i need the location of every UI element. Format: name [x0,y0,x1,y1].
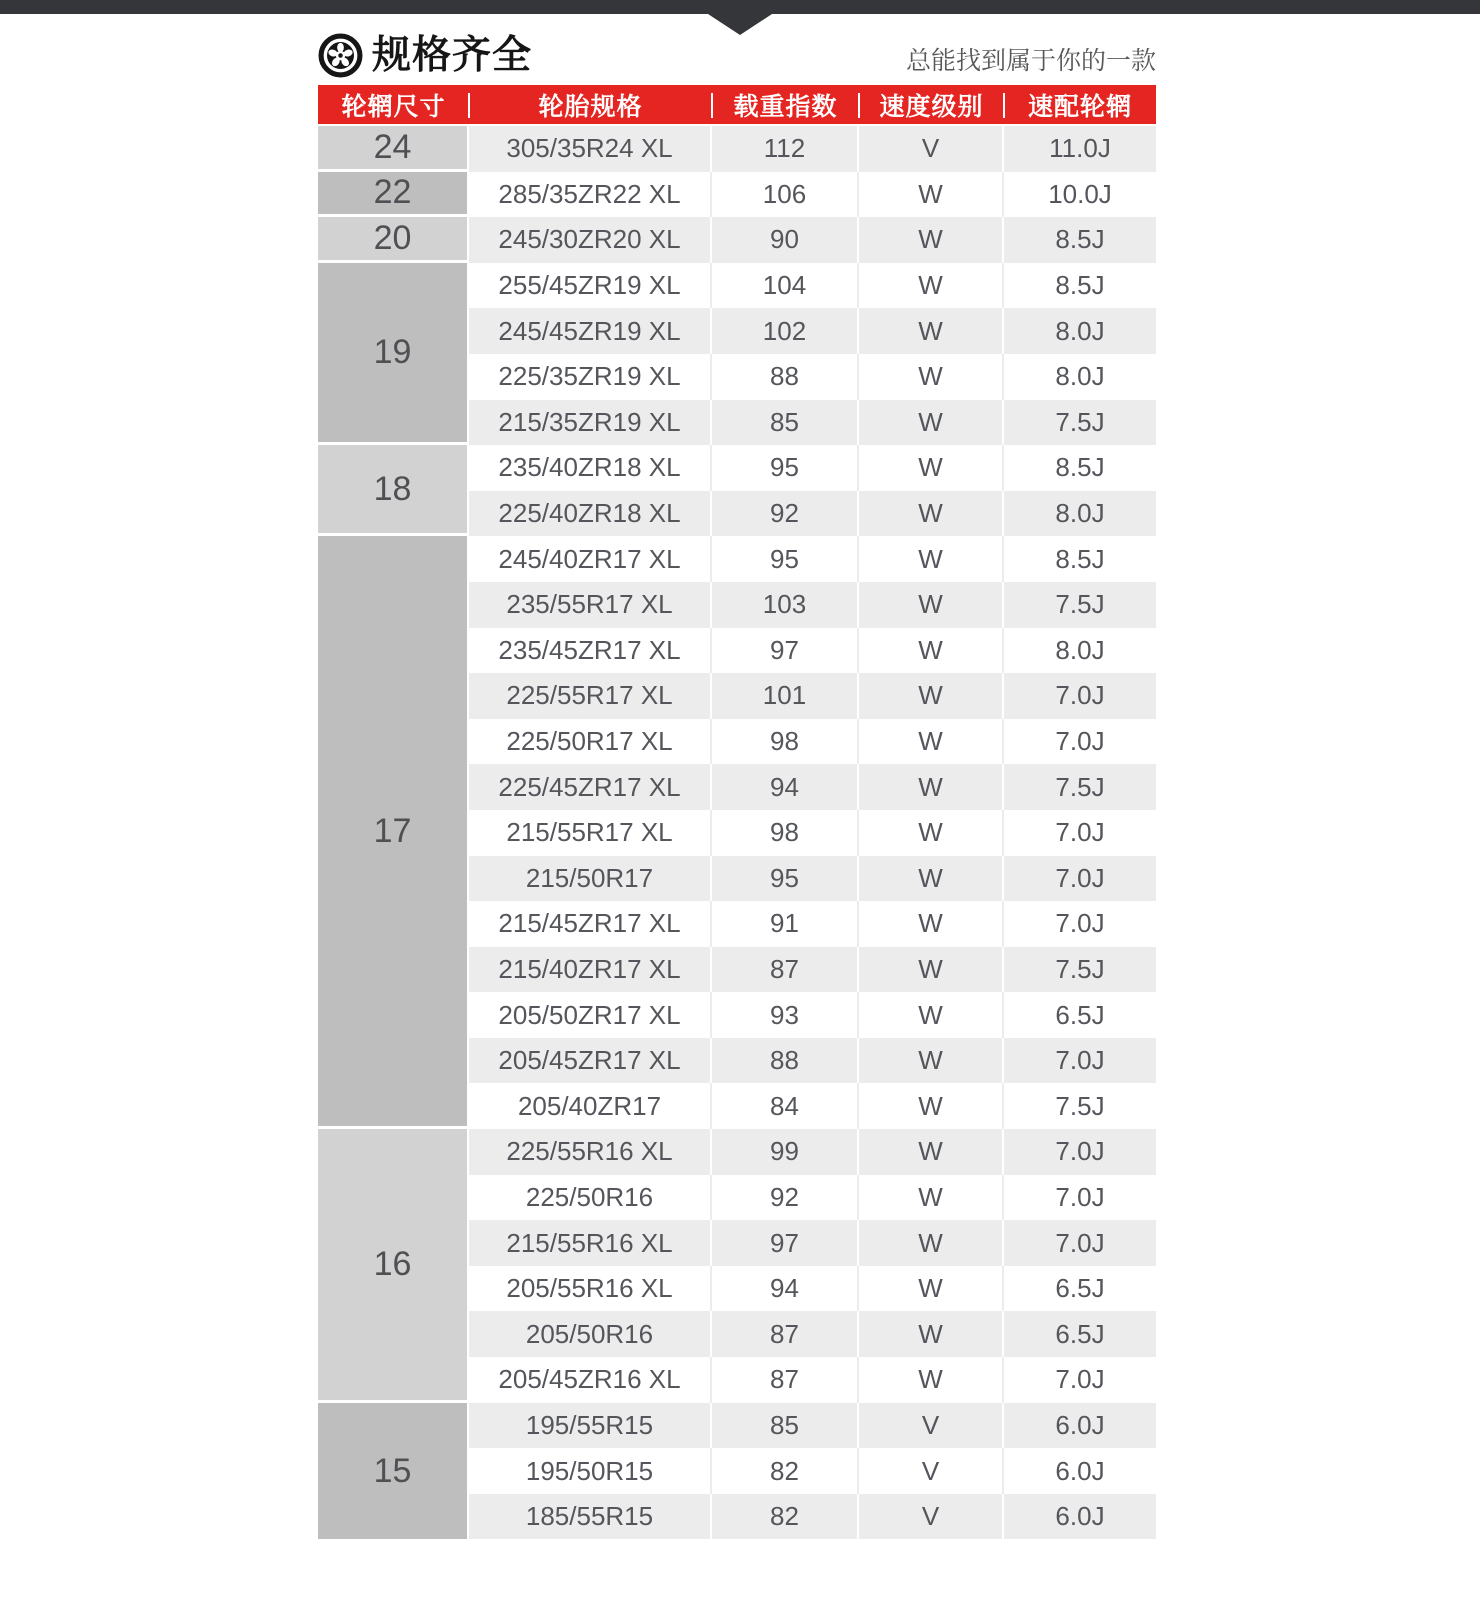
rim-width: 6.5J [1055,1318,1105,1349]
rim-width: 6.0J [1055,1455,1105,1486]
spec-section [318,31,1156,1539]
rim-width: 7.0J [1055,1181,1105,1212]
load-index: 87 [712,947,859,993]
table-header-row [318,85,1156,126]
table-row [469,764,1156,810]
speed-rating: V [859,1448,1004,1494]
tire-spec: 245/40ZR17 XL [469,536,712,582]
rim-width: 7.5J [1055,406,1105,437]
speed-rating: W [859,400,1004,446]
tire-spec: 205/50ZR17 XL [469,992,712,1038]
load-index: 84 [712,1083,859,1129]
tire-spec: 205/55R16 XL [469,1266,712,1312]
speed-rating: V [859,1403,1004,1449]
table-row [469,1494,1156,1540]
rim-width: 8.5J [1055,452,1105,483]
rim-width: 8.5J [1055,543,1105,574]
rim-size-group-20 [318,217,1156,263]
table-row [469,719,1156,765]
speed-rating: W [859,719,1004,765]
speed-rating: W [859,1083,1004,1129]
speed-rating: V [859,126,1004,172]
tire-spec: 215/40ZR17 XL [469,947,712,993]
tire-spec: 225/55R17 XL [469,673,712,719]
load-index: 92 [712,491,859,537]
col-header-speed-rating: 速度级别 [859,85,1004,124]
tire-spec: 285/35ZR22 XL [469,172,712,218]
load-index: 94 [712,1266,859,1312]
rim-width: 7.0J [1055,1227,1105,1258]
load-index: 102 [712,308,859,354]
tire-spec: 255/45ZR19 XL [469,263,712,309]
table-body [318,126,1156,1539]
load-index: 106 [712,172,859,218]
load-index: 97 [712,628,859,674]
tire-spec: 215/50R17 [469,856,712,902]
rim-width: 7.0J [1055,908,1105,939]
rim-width: 7.0J [1055,1136,1105,1167]
rim-width: 7.5J [1055,589,1105,620]
speed-rating: W [859,673,1004,719]
load-index: 98 [712,719,859,765]
table-row [469,1357,1156,1403]
table-row [469,1311,1156,1357]
tire-spec: 215/55R17 XL [469,810,712,856]
tire-spec: 205/45ZR17 XL [469,1038,712,1084]
table-row [469,1038,1156,1084]
top-divider-bar [0,0,1480,14]
table-row [469,992,1156,1038]
load-index: 92 [712,1175,859,1221]
rim-size-label: 18 [318,445,469,536]
section-header [318,31,1156,78]
speed-rating: V [859,1494,1004,1540]
table-row [469,172,1156,218]
table-row [469,1220,1156,1266]
tire-spec: 235/45ZR17 XL [469,628,712,674]
rim-width: 8.0J [1055,498,1105,529]
rim-width: 7.0J [1055,726,1105,757]
speed-rating: W [859,992,1004,1038]
table-row [469,263,1156,309]
rim-width: 8.5J [1055,270,1105,301]
load-index: 88 [712,354,859,400]
tire-spec: 205/45ZR16 XL [469,1357,712,1403]
rim-size-group-19 [318,263,1156,445]
speed-rating: W [859,1311,1004,1357]
spec-table [318,85,1156,1539]
speed-rating: W [859,628,1004,674]
table-row [469,354,1156,400]
rim-size-label: 16 [318,1129,469,1403]
rim-width: 7.5J [1055,771,1105,802]
table-row [469,445,1156,491]
load-index: 88 [712,1038,859,1084]
table-row [469,1175,1156,1221]
load-index: 101 [712,673,859,719]
load-index: 87 [712,1357,859,1403]
speed-rating: W [859,445,1004,491]
rim-width: 6.5J [1055,1273,1105,1304]
speed-rating: W [859,263,1004,309]
speed-rating: W [859,582,1004,628]
table-row [469,1448,1156,1494]
load-index: 104 [712,263,859,309]
speed-rating: W [859,764,1004,810]
wheel-icon [318,33,363,78]
rim-width: 6.0J [1055,1501,1105,1532]
load-index: 90 [712,217,859,263]
load-index: 98 [712,810,859,856]
tire-spec: 225/50R17 XL [469,719,712,765]
speed-rating: W [859,217,1004,263]
speed-rating: W [859,1175,1004,1221]
tire-spec: 305/35R24 XL [469,126,712,172]
table-row [469,947,1156,993]
tire-spec: 195/55R15 [469,1403,712,1449]
speed-rating: W [859,901,1004,947]
speed-rating: W [859,536,1004,582]
load-index: 82 [712,1448,859,1494]
tire-spec: 205/40ZR17 [469,1083,712,1129]
rim-size-group-24 [318,126,1156,172]
rim-width: 6.5J [1055,999,1105,1030]
rim-size-label: 22 [318,172,469,218]
table-row [469,628,1156,674]
speed-rating: W [859,1357,1004,1403]
tire-spec: 235/55R17 XL [469,582,712,628]
table-row [469,1129,1156,1175]
tire-spec: 225/45ZR17 XL [469,764,712,810]
rim-size-label: 17 [318,536,469,1129]
speed-rating: W [859,491,1004,537]
section-title: 规格齐全 [372,34,533,77]
load-index: 103 [712,582,859,628]
speed-rating: W [859,947,1004,993]
load-index: 85 [712,1403,859,1449]
load-index: 82 [712,1494,859,1540]
load-index: 95 [712,536,859,582]
rim-width: 8.0J [1055,315,1105,346]
rim-size-label: 24 [318,126,469,172]
tire-spec: 225/55R16 XL [469,1129,712,1175]
load-index: 87 [712,1311,859,1357]
table-row [469,536,1156,582]
speed-rating: W [859,172,1004,218]
tire-spec: 225/50R16 [469,1175,712,1221]
rim-width: 7.0J [1055,862,1105,893]
load-index: 99 [712,1129,859,1175]
rim-width: 7.5J [1055,1090,1105,1121]
rim-size-label: 19 [318,263,469,445]
rim-size-group-15 [318,1403,1156,1540]
load-index: 97 [712,1220,859,1266]
rim-width: 7.5J [1055,953,1105,984]
rim-width: 8.0J [1055,361,1105,392]
tire-spec: 215/55R16 XL [469,1220,712,1266]
speed-rating: W [859,856,1004,902]
speed-rating: W [859,1038,1004,1084]
col-header-load-index: 载重指数 [712,85,859,124]
tire-spec: 215/35ZR19 XL [469,400,712,446]
rim-size-label: 20 [318,217,469,263]
rim-width: 11.0J [1049,133,1111,164]
load-index: 95 [712,856,859,902]
tire-spec: 185/55R15 [469,1494,712,1540]
tire-spec: 225/35ZR19 XL [469,354,712,400]
tire-spec: 245/45ZR19 XL [469,308,712,354]
speed-rating: W [859,1266,1004,1312]
load-index: 85 [712,400,859,446]
tire-spec: 235/40ZR18 XL [469,445,712,491]
section-subtitle: 总能找到属于你的一款 [905,47,1156,75]
speed-rating: W [859,354,1004,400]
table-row [469,856,1156,902]
rim-width: 8.0J [1055,634,1105,665]
rim-size-group-16 [318,1129,1156,1403]
table-row [469,126,1156,172]
load-index: 91 [712,901,859,947]
load-index: 94 [712,764,859,810]
col-header-rim-size: 轮辋尺寸 [318,85,469,124]
table-row [469,810,1156,856]
rim-width: 7.0J [1055,817,1105,848]
rim-width: 7.0J [1055,1364,1105,1395]
tire-spec: 205/50R16 [469,1311,712,1357]
rim-width: 8.5J [1055,224,1105,255]
table-row [469,1083,1156,1129]
rim-width: 6.0J [1055,1409,1105,1440]
speed-rating: W [859,810,1004,856]
tire-spec: 245/30ZR20 XL [469,217,712,263]
tire-spec: 195/50R15 [469,1448,712,1494]
rim-width: 7.0J [1055,1045,1105,1076]
rim-size-group-17 [318,536,1156,1129]
table-row [469,1403,1156,1449]
col-header-tire-spec: 轮胎规格 [469,85,712,124]
rim-width: 10.0J [1048,178,1112,209]
rim-size-group-22 [318,172,1156,218]
speed-rating: W [859,1129,1004,1175]
tire-spec: 215/45ZR17 XL [469,901,712,947]
speed-rating: W [859,1220,1004,1266]
load-index: 95 [712,445,859,491]
rim-size-group-18 [318,445,1156,536]
rim-size-label: 15 [318,1403,469,1540]
table-row [469,400,1156,446]
table-row [469,673,1156,719]
col-header-matching-rim: 速配轮辋 [1027,92,1132,121]
rim-width: 7.0J [1055,680,1105,711]
table-row [469,582,1156,628]
load-index: 93 [712,992,859,1038]
speed-rating: W [859,308,1004,354]
table-row [469,491,1156,537]
table-row [469,901,1156,947]
table-row [469,217,1156,263]
tire-spec: 225/40ZR18 XL [469,491,712,537]
table-row [469,308,1156,354]
table-row [469,1266,1156,1312]
load-index: 112 [712,126,859,172]
